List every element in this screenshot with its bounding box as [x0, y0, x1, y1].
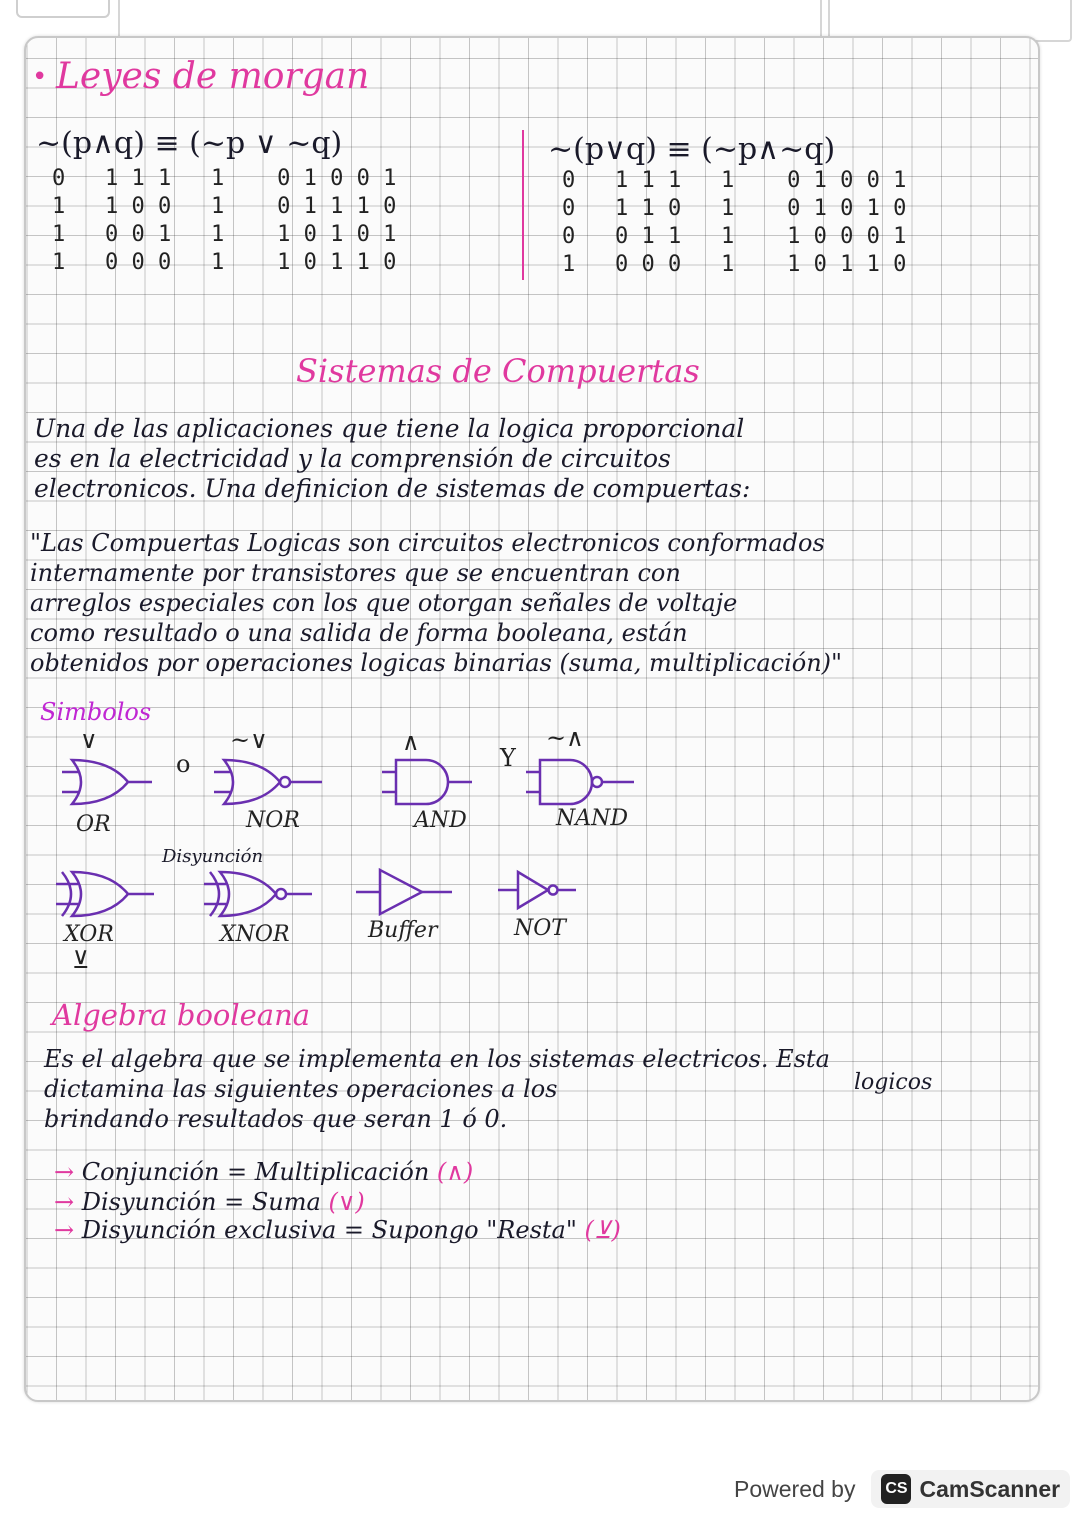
notebook-page	[24, 36, 1040, 1402]
not-gate-icon	[498, 862, 578, 918]
connector-y: Y	[500, 744, 516, 772]
algebra-title: Algebra booleana	[52, 998, 311, 1032]
buffer-gate-icon	[356, 862, 456, 922]
page-edge-tab	[16, 0, 110, 18]
text-line: brindando resultados que seran 1 ó 0.	[44, 1105, 508, 1133]
list-item	[54, 1188, 365, 1216]
sistemas-title: Sistemas de Compuertas	[296, 352, 700, 390]
algebra-paragraph	[44, 1044, 830, 1134]
bullet: •	[32, 62, 48, 92]
gate-label: NOT	[514, 916, 566, 941]
truth-row: 0 0 1 1 1 1 0 0 0 1	[562, 224, 907, 249]
nor-gate-icon	[214, 754, 324, 810]
truth-row: 0 1 1 1 1 0 1 0 0 1	[52, 166, 397, 191]
gate-symbol: ~∧	[546, 724, 584, 752]
text-line: Una de las aplicaciones que tiene la logica proporcional	[34, 414, 745, 443]
formula-divider	[522, 130, 524, 280]
arrow-icon: →	[54, 1158, 75, 1186]
list-item-text: Disyunción exclusiva = Supongo "Resta"	[81, 1216, 577, 1244]
text-line: arreglos especiales con los que otorgan señales de voltaje	[30, 589, 738, 617]
gate-symbol: ~∨	[230, 726, 268, 754]
gate-label: Buffer	[368, 918, 438, 943]
gate-label: OR	[76, 812, 111, 837]
arrow-icon: →	[54, 1188, 75, 1216]
nand-gate-icon	[526, 754, 636, 810]
gate-label: AND	[414, 808, 467, 833]
text-line: es en la electricidad y la comprensión de circuitos	[34, 444, 671, 473]
sistemas-quote	[30, 528, 842, 678]
text-line: obtenidos por operaciones logicas binarias (suma, multiplicación)"	[30, 649, 843, 677]
disyuncion-note: Disyunción	[162, 846, 264, 867]
gate-symbol: ∧	[402, 728, 420, 756]
algebra-insert: logicos	[854, 1070, 933, 1095]
text-line: "Las Compuertas Logicas son circuitos electronicos conformados	[30, 529, 825, 557]
text-line: internamente por transistores que se encuentran con	[30, 559, 681, 587]
text-line: Es el algebra que se implementa en los sistemas electricos. Esta	[44, 1045, 830, 1073]
text-line: dictamina las siguientes operaciones a los	[44, 1075, 558, 1103]
truth-row: 1 0 0 0 1 1 0 1 1 0	[562, 252, 907, 277]
gate-label: XOR	[64, 922, 114, 947]
gate-symbol: ⊻	[72, 946, 90, 974]
powered-by-text: Powered by	[734, 1475, 856, 1502]
gate-symbol: ∨	[80, 726, 98, 754]
list-item-symbol: (∧)	[436, 1158, 474, 1186]
arrow-icon: →	[54, 1216, 75, 1244]
morgan-title: Leyes de morgan	[56, 56, 370, 97]
truth-row: 1 1 0 0 1 0 1 1 1 0	[52, 194, 397, 219]
gate-label: XNOR	[220, 922, 290, 947]
list-item	[54, 1158, 473, 1186]
camscanner-logo-icon: CS	[881, 1474, 911, 1504]
truth-row: 0 1 1 0 1 0 1 0 1 0	[562, 196, 907, 221]
truth-row: 1 0 0 1 1 1 0 1 0 1	[52, 222, 397, 247]
or-gate-icon	[62, 754, 152, 810]
camscanner-badge[interactable]	[871, 1470, 1070, 1508]
xnor-gate-icon	[204, 866, 314, 922]
truth-row: 1 0 0 0 1 1 0 1 1 0	[52, 250, 397, 275]
list-item-symbol: (∨)	[328, 1188, 365, 1216]
camscanner-footer	[734, 1466, 1070, 1512]
gate-label: NOR	[246, 808, 300, 833]
camscanner-brand: CamScanner	[919, 1475, 1061, 1502]
morgan-formula-left: ~(p∧q) ≡ (~p ∨ ~q)	[36, 126, 343, 161]
morgan-formula-right: ~(p∨q) ≡ (~p∧~q)	[548, 132, 836, 167]
sistemas-intro	[34, 414, 750, 504]
text-line: electronicos. Una definicion de sistemas de compuertas:	[34, 474, 751, 503]
list-item	[54, 1216, 621, 1244]
connector-o: o	[176, 750, 191, 778]
truth-row: 0 1 1 1 1 0 1 0 0 1	[562, 168, 907, 193]
text-line: como resultado o una salida de forma booleana, están	[30, 619, 688, 647]
list-item-text: Disyunción = Suma	[81, 1188, 321, 1216]
and-gate-icon	[382, 754, 472, 810]
xor-gate-icon	[56, 866, 156, 922]
gate-label: NAND	[556, 806, 629, 831]
list-item-symbol: (⊻)	[584, 1216, 621, 1244]
simbolos-title: Simbolos	[40, 698, 152, 726]
list-item-text: Conjunción = Multiplicación	[81, 1158, 430, 1186]
